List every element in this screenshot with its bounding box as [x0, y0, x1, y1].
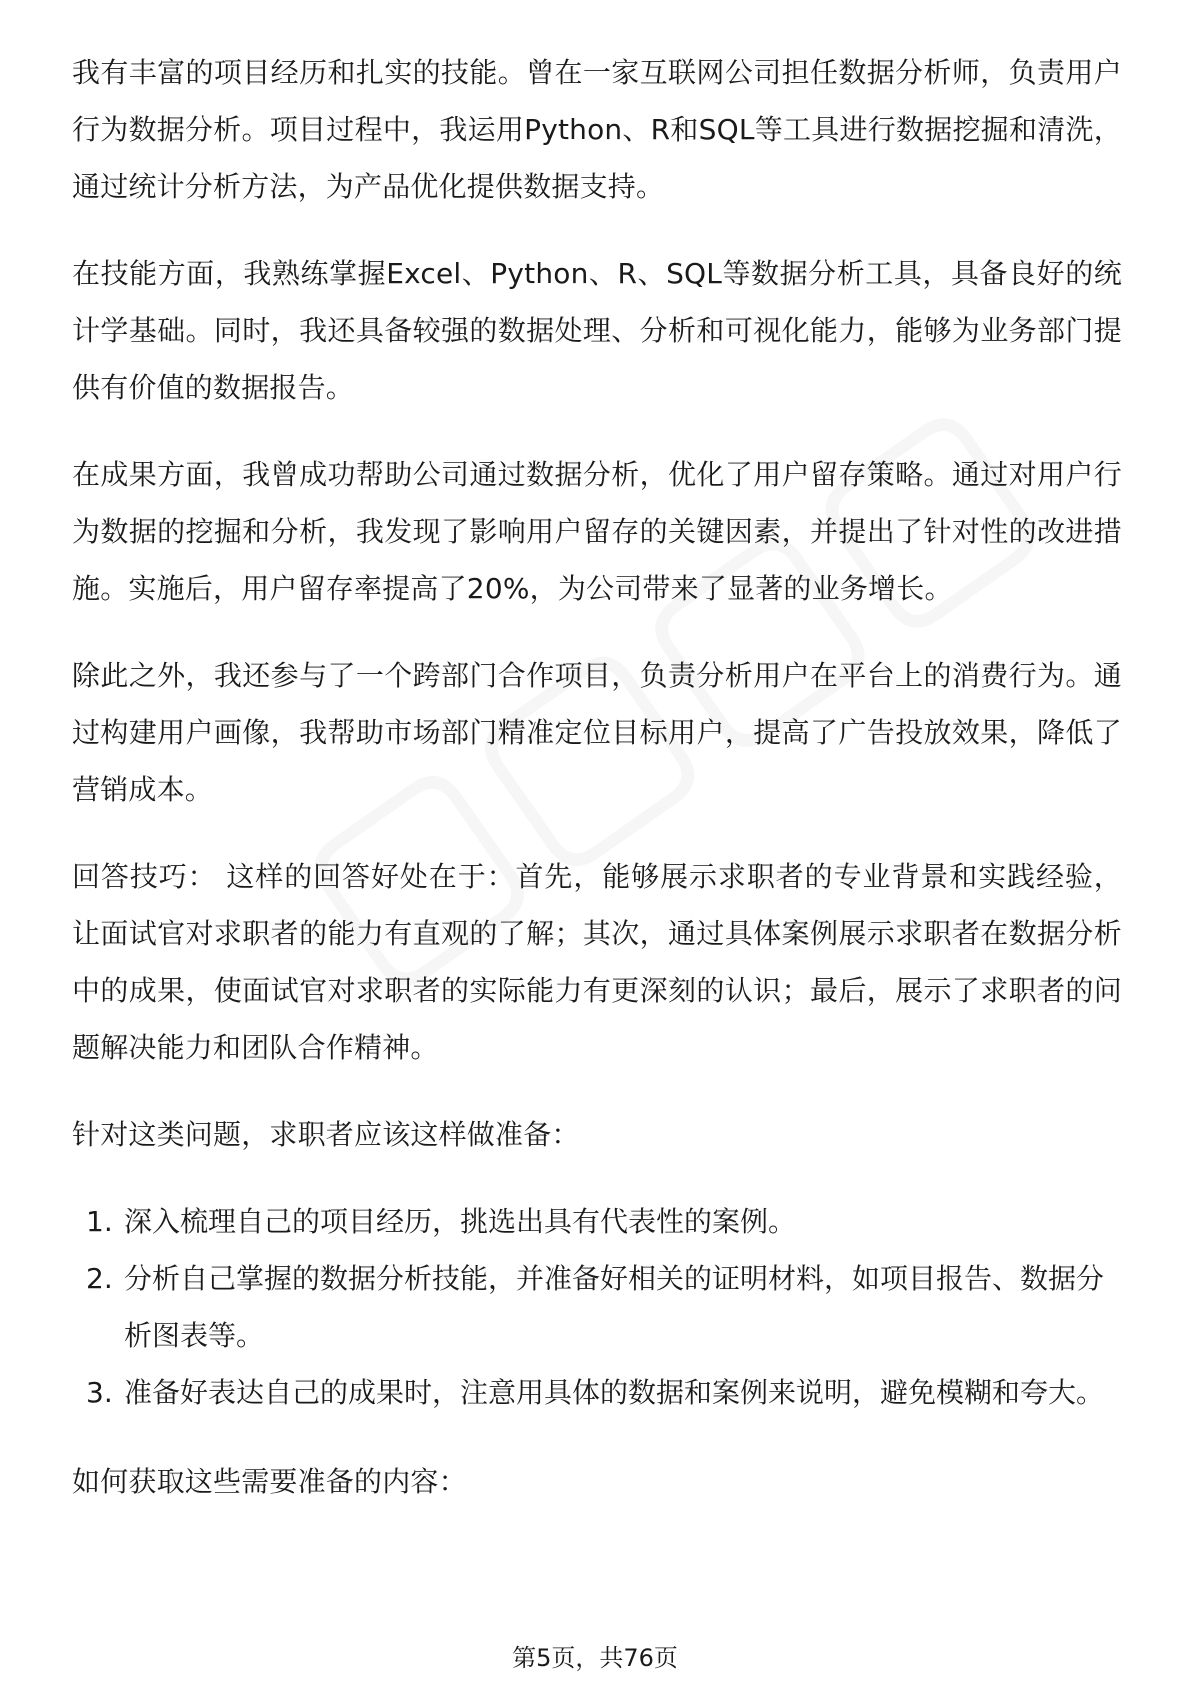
list-item-number: 3.	[86, 1376, 113, 1409]
paragraph-cross-department: 除此之外，我还参与了一个跨部门合作项目，负责分析用户在平台上的消费行为。通过构建用户画像，我帮助市场部门精准定位目标用户，提高了广告投放效果，降低了营销成本。	[72, 659, 1122, 806]
paragraph-preparation-intro: 针对这类问题，求职者应该这样做准备：	[72, 1118, 580, 1151]
list-item-text: 分析自己掌握的数据分析技能，并准备好相关的证明材料，如项目报告、数据分析图表等。	[124, 1262, 1105, 1352]
paragraph-results: 在成果方面，我曾成功帮助公司通过数据分析，优化了用户留存策略。通过对用户行为数据的挖掘和分析，我发现了影响用户留存的关键因素，并提出了针对性的改进措施。实施后，用户留存率提高了20%，为公司带来了显著的业务增长。	[72, 458, 1122, 605]
paragraph-skills: 在技能方面，我熟练掌握Excel、Python、R、SQL等数据分析工具，具备良好的统计学基础。同时，我还具备较强的数据处理、分析和可视化能力，能够为业务部门提供有价值的数据报告。	[72, 257, 1122, 404]
list-item	[72, 1364, 1122, 1421]
page-number-footer: 第5页，共76页	[512, 1644, 678, 1672]
list-item	[72, 1193, 1122, 1250]
paragraph-closing: 如何获取这些需要准备的内容：	[72, 1465, 467, 1498]
list-item	[72, 1250, 1122, 1364]
preparation-list	[72, 1193, 1122, 1421]
list-item-number: 1.	[86, 1205, 113, 1238]
list-item-number: 2.	[86, 1262, 113, 1295]
list-item-text: 深入梳理自己的项目经历，挑选出具有代表性的案例。	[124, 1205, 797, 1238]
paragraph-experience: 我有丰富的项目经历和扎实的技能。曾在一家互联网公司担任数据分析师，负责用户行为数据分析。项目过程中，我运用Python、R和SQL等工具进行数据挖掘和清洗，通过统计分析方法，为产品优化提供数据支持。	[72, 56, 1122, 203]
document-body	[72, 44, 1122, 1540]
paragraph-answer-tips: 回答技巧： 这样的回答好处在于：首先，能够展示求职者的专业背景和实践经验，让面试官对求职者的能力有直观的了解；其次，通过具体案例展示求职者在数据分析中的成果，使面试官对求职者的实际能力有更深刻的认识；最后，展示了求职者的问题解决能力和团队合作精神。	[72, 860, 1122, 1064]
list-item-text: 准备好表达自己的成果时，注意用具体的数据和案例来说明，避免模糊和夸大。	[124, 1376, 1105, 1409]
